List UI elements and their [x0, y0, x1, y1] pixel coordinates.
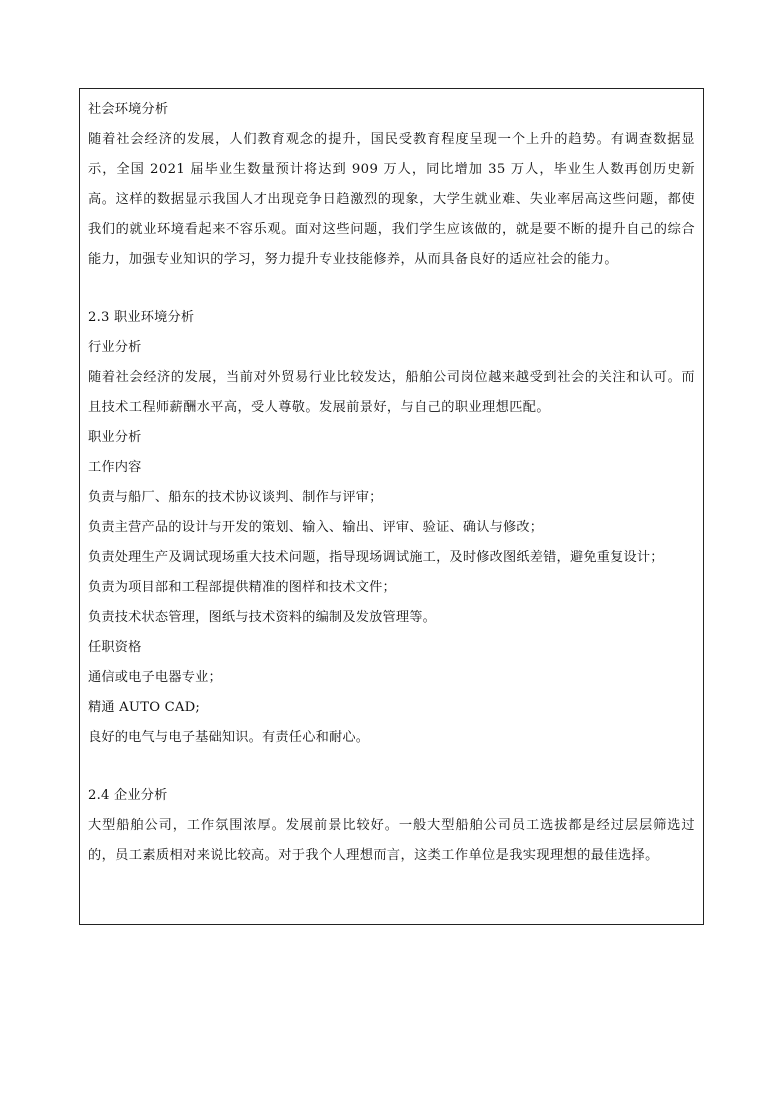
- duty-item: 负责处理生产及调试现场重大技术问题，指导现场调试施工，及时修改图纸差错，避免重复设计；: [88, 550, 664, 565]
- duty-item: 负责为项目部和工程部提供精准的图样和技术文件；: [88, 580, 396, 595]
- qualification-item: 精通 AUTO CAD;: [88, 700, 201, 715]
- section-gap: [88, 275, 695, 303]
- social-environment-paragraph: 随着社会经济的发展，人们教育观念的提升，国民受教育程度呈现一个上升的趋势。有调查数据显示，全国 2021 届毕业生数量预计将达到 909 万人，同比增加 35 万人，毕业生人数再创历史新高。这样的数据显示我国人才出现竞争日趋激烈的现象，大学生就业难、失业率居高这些问题，都使我们的就业环境看起来不容乐观。面对这些问题，我们学生应该做的，就是要不断的提升自己的综合能力，加强专业知识的学习，努力提升专业技能修养，从而具备良好的适应社会的能力。: [88, 132, 695, 267]
- content-table-cell: [79, 88, 704, 925]
- job-analysis-heading: 职业分析: [88, 430, 142, 445]
- qualification-heading: 任职资格: [88, 640, 142, 655]
- section-gap: [88, 753, 695, 781]
- work-content-heading: 工作内容: [88, 460, 142, 475]
- industry-analysis-heading: 行业分析: [88, 340, 142, 355]
- duty-item: 负责技术状态管理，图纸与技术资料的编制及发放管理等。: [88, 610, 437, 625]
- duty-item: 负责与船厂、船东的技术协议谈判、制作与评审；: [88, 490, 383, 505]
- career-environment-heading: 2.3 职业环境分析: [88, 310, 195, 325]
- industry-analysis-paragraph: 随着社会经济的发展，当前对外贸易行业比较发达，船舶公司岗位越来越受到社会的关注和认可。而且技术工程师薪酬水平高，受人尊敬。发展前景好，与自己的职业理想匹配。: [88, 370, 695, 415]
- qualification-item: 良好的电气与电子基础知识。有责任心和耐心。: [88, 730, 370, 745]
- qualification-item: 通信或电子电器专业；: [88, 670, 222, 685]
- enterprise-analysis-heading: 2.4 企业分析: [88, 788, 168, 803]
- duty-item: 负责主营产品的设计与开发的策划、输入、输出、评审、验证、确认与修改；: [88, 520, 544, 535]
- social-environment-heading: 社会环境分析: [88, 102, 169, 117]
- cell-content: [88, 95, 695, 871]
- enterprise-analysis-paragraph: 大型船舶公司，工作氛围浓厚。发展前景比较好。一般大型船舶公司员工选拔都是经过层层筛选过的，员工素质相对来说比较高。对于我个人理想而言，这类工作单位是我实现理想的最佳选择。: [88, 818, 695, 863]
